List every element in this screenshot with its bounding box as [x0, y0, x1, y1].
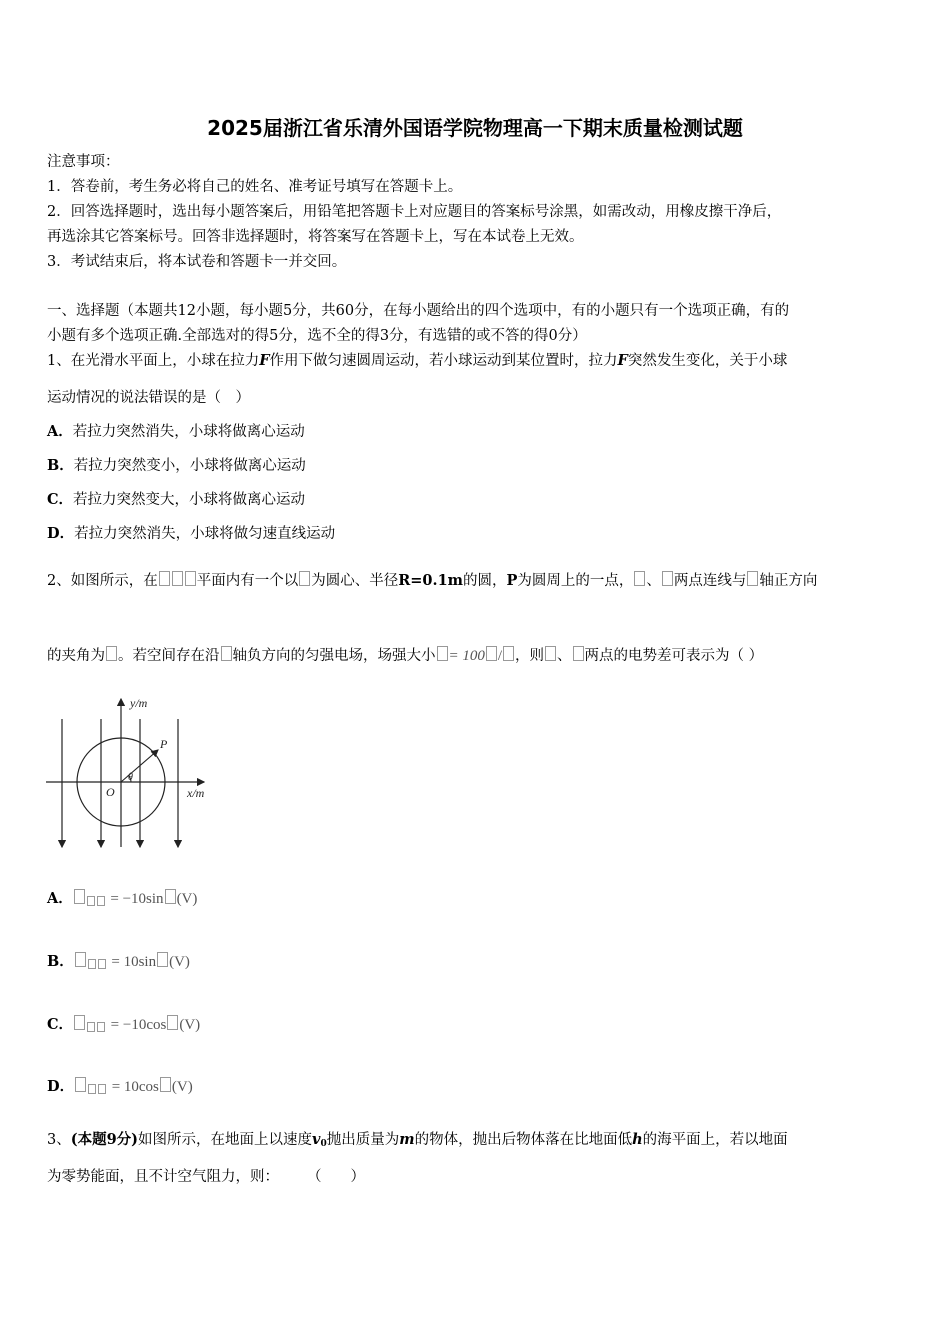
missing-glyph-icon — [747, 571, 758, 586]
q2-field-figure — [44, 693, 214, 853]
missing-glyph-icon — [573, 646, 584, 661]
q1-stem-line-2: 运动情况的说法错误的是（ ） — [47, 390, 250, 406]
q1-option-c[interactable]: C．若拉力突然变大，小球将做离心运动 — [47, 491, 306, 508]
notice-line-4: 3．考试结束后，将本试卷和答题卡一并交回。 — [47, 254, 347, 270]
missing-glyph-icon — [87, 896, 95, 906]
missing-glyph-icon — [75, 1077, 86, 1092]
missing-glyph-icon — [662, 571, 673, 586]
q1-option-d[interactable]: D．若拉力突然消失，小球将做匀速直线运动 — [47, 525, 336, 542]
q2-option-b[interactable]: B． = 10sin (V) — [47, 953, 190, 970]
q1-option-a[interactable]: A．若拉力突然消失，小球将做离心运动 — [47, 423, 305, 440]
q2-option-d[interactable]: D． = 10cos (V) — [47, 1078, 193, 1095]
missing-glyph-icon — [98, 1084, 106, 1094]
angle-label: θ — [128, 772, 133, 783]
missing-glyph-icon — [74, 1015, 85, 1030]
missing-glyph-icon — [98, 959, 106, 969]
missing-glyph-icon — [634, 571, 645, 586]
missing-glyph-icon — [221, 646, 232, 661]
missing-glyph-icon — [75, 952, 86, 967]
q2-stem-line-1: 2、如图所示，在 平面内有一个以 为圆心、半径R=0.1m的圆，P为圆周上的一点， 、 两点连线与 轴正方向 — [47, 572, 818, 589]
q2-stem-line-2: 的夹角为 。若空间存在沿 轴负方向的匀强电场，场强大小 = 100 / ，则 、 两点的电势差可表示为（ ） — [47, 648, 764, 664]
missing-glyph-icon — [486, 646, 497, 661]
q2-option-a[interactable]: A． = −10sin (V) — [47, 890, 198, 907]
missing-glyph-icon — [88, 959, 96, 969]
x-axis-label: x/m — [187, 786, 205, 800]
q1-stem-line-1: 1、在光滑水平面上，小球在拉力F作用下做匀速圆周运动，若小球运动到某位置时，拉力F突然发生变化，关于小球 — [47, 352, 788, 369]
missing-glyph-icon — [157, 952, 168, 967]
missing-glyph-icon — [160, 1077, 171, 1092]
missing-glyph-icon — [299, 571, 310, 586]
missing-glyph-icon — [106, 646, 117, 661]
notice-line-3: 再选涂其它答案标号。回答非选择题时，将答案写在答题卡上，写在本试卷上无效。 — [47, 229, 584, 245]
missing-glyph-icon — [74, 889, 85, 904]
q3-stem-line-2: 为零势能面，且不计空气阻力，则： （ ） — [47, 1169, 365, 1185]
missing-glyph-icon — [97, 896, 105, 906]
point-label: P — [160, 737, 168, 751]
missing-glyph-icon — [545, 646, 556, 661]
notice-line-2: 2．回答选择题时，选出每小题答案后，用铅笔把答题卡上对应题目的答案标号涂黑，如需改动，用橡皮擦干净后， — [47, 204, 782, 220]
notice-line-1: 1．答卷前，考生务必将自己的姓名、准考证号填写在答题卡上。 — [47, 179, 463, 195]
missing-glyph-icon — [167, 1015, 178, 1030]
missing-glyph-icon — [172, 571, 183, 586]
missing-glyph-icon — [503, 646, 514, 661]
q3-stem-line-1: 3、(本题9分)如图所示，在地面上以速度$v_0$抛出质量为m的物体，抛出后物体落在比地面低h的海平面上，若以地面 — [47, 1131, 788, 1149]
section-heading-line-2: 小题有多个选项正确.全部选对的得5分，选不全的得3分，有选错的或不答的得0分） — [47, 328, 587, 344]
q1-option-b[interactable]: B．若拉力突然变小，小球将做离心运动 — [47, 457, 306, 474]
missing-glyph-icon — [97, 1022, 105, 1032]
missing-glyph-icon — [159, 571, 170, 586]
notice-heading: 注意事项： — [47, 154, 120, 170]
missing-glyph-icon — [437, 646, 448, 661]
missing-glyph-icon — [87, 1022, 95, 1032]
missing-glyph-icon — [165, 889, 176, 904]
origin-label: O — [106, 785, 115, 799]
missing-glyph-icon — [88, 1084, 96, 1094]
q2-option-c[interactable]: C． = −10cos (V) — [47, 1016, 201, 1033]
exam-title: 2025届浙江省乐清外国语学院物理高一下期末质量检测试题 — [207, 116, 743, 140]
missing-glyph-icon — [185, 571, 196, 586]
section-heading-line-1: 一、选择题（本题共12小题，每小题5分，共60分，在每小题给出的四个选项中，有的小题只有一个选项正确，有的 — [47, 303, 790, 319]
y-axis-label: y/m — [130, 696, 148, 710]
